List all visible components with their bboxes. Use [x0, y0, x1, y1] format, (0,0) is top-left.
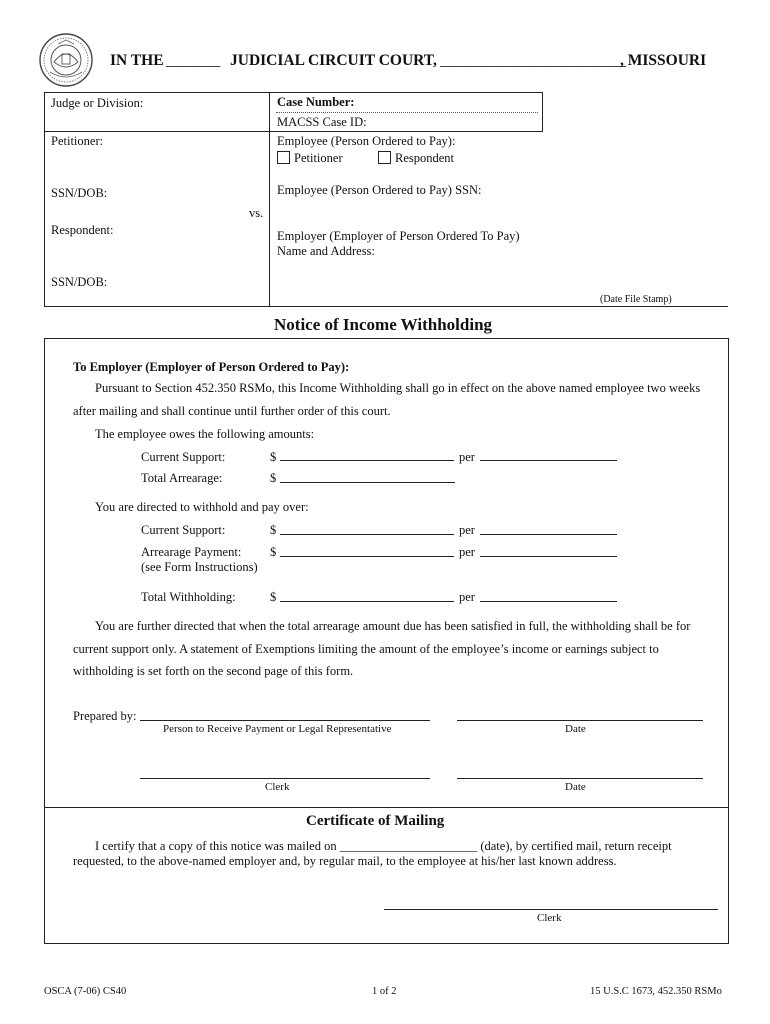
versus-label: vs.: [249, 206, 264, 220]
prepared-by-date-field[interactable]: [457, 720, 703, 721]
withholding-paragraph-line2: after mailing and shall continue until further order of this court.: [73, 404, 391, 418]
owed-total-arrearage-label: Total Arrearage:: [141, 471, 223, 485]
person-to-receive-caption: Person to Receive Payment or Legal Representative: [163, 723, 392, 735]
certificate-clerk-signature-field[interactable]: [384, 909, 718, 910]
statute-citation: 15 U.S.C 1673, 452.350 RSMo: [590, 986, 722, 997]
owed-total-arrearage-amount-field[interactable]: [280, 482, 455, 483]
owed-current-support-label: Current Support:: [141, 450, 226, 464]
total-withholding-dollar: $: [270, 590, 277, 604]
owes-amounts-label: The employee owes the following amounts:: [95, 427, 315, 441]
clerk-date-caption: Date: [565, 781, 586, 793]
employer-label-line1: Employer (Employer of Person Ordered To Pay): [277, 229, 520, 243]
arrearage-payment-per: per: [459, 545, 475, 559]
employer-label-line2: Name and Address:: [277, 244, 375, 258]
clerk-caption: Clerk: [265, 781, 290, 793]
owed-current-support-dollar: $: [270, 450, 277, 464]
total-withholding-label: Total Withholding:: [141, 590, 236, 604]
header-court: JUDICIAL CIRCUIT COURT,: [230, 52, 437, 69]
employee-ssn-label: Employee (Person Ordered to Pay) SSN:: [277, 183, 482, 197]
caption-divider: [269, 92, 270, 306]
owed-current-support-per: per: [459, 450, 475, 464]
main-box-top-border: [44, 338, 728, 339]
main-box-left-border: [44, 338, 45, 943]
see-form-instructions-label: (see Form Instructions): [141, 560, 258, 574]
arrearage-payment-label: Arrearage Payment:: [141, 545, 242, 559]
respondent-checkbox-label: Respondent: [395, 151, 455, 165]
withhold-current-support-amount-field[interactable]: [280, 534, 454, 535]
caption-bottom-border: [44, 306, 728, 307]
header-state: , MISSOURI: [620, 52, 707, 69]
respondent-ssn-dob-label: SSN/DOB:: [51, 275, 108, 289]
withhold-current-support-per: per: [459, 523, 475, 537]
respondent-checkbox-option[interactable]: [378, 151, 454, 166]
withhold-current-support-period-field[interactable]: [480, 534, 617, 535]
withholding-paragraph-line1: Pursuant to Section 452.350 RSMo, this Income Withholding shall go in effect on the above named employee two weeks: [95, 381, 701, 395]
owed-current-support-amount-field[interactable]: [280, 460, 454, 461]
clerk-signature-field[interactable]: [140, 778, 430, 779]
certificate-line2: requested, to the above-named employer and, by regular mail, to the employee at his/her last known address.: [73, 854, 617, 868]
caption-row-border: [44, 131, 542, 132]
arrearage-payment-period-field[interactable]: [480, 556, 617, 557]
petitioner-label: Petitioner:: [51, 134, 104, 148]
total-withholding-period-field[interactable]: [480, 601, 617, 602]
clerk-date-field[interactable]: [457, 778, 703, 779]
page-number: 1 of 2: [372, 986, 397, 997]
certificate-line1: I certify that a copy of this notice was mailed on ______________________ (date), by certified mail, return receipt: [95, 839, 672, 853]
withhold-current-support-label: Current Support:: [141, 523, 226, 537]
caption-right-border: [542, 92, 543, 132]
withhold-current-support-dollar: $: [270, 523, 277, 537]
date-file-stamp-label: (Date File Stamp): [600, 294, 672, 305]
prepared-by-label: Prepared by:: [73, 709, 137, 723]
withhold-directive-label: You are directed to withhold and pay over:: [95, 500, 309, 514]
main-box-bottom-border: [44, 943, 729, 944]
owed-total-arrearage-dollar: $: [270, 471, 277, 485]
macss-case-id-label: MACSS Case ID:: [277, 115, 367, 129]
total-withholding-amount-field[interactable]: [280, 601, 454, 602]
petitioner-checkbox-option[interactable]: [277, 151, 343, 166]
satisfaction-paragraph-line1: You are further directed that when the total arrearage amount due has been satisfied in full, the withholding shall be for: [95, 619, 691, 633]
respondent-label: Respondent:: [51, 223, 114, 237]
judge-division-label: Judge or Division:: [51, 96, 144, 110]
owed-current-support-period-field[interactable]: [480, 460, 617, 461]
form-id: OSCA (7-06) CS40: [44, 986, 127, 997]
certificate-title: Certificate of Mailing: [306, 813, 445, 829]
total-withholding-per: per: [459, 590, 475, 604]
employee-label: Employee (Person Ordered to Pay):: [277, 134, 456, 148]
certificate-clerk-caption: Clerk: [537, 912, 562, 924]
header-circuit-blank[interactable]: _______: [166, 52, 221, 69]
petitioner-ssn-dob-label: SSN/DOB:: [51, 186, 108, 200]
main-box-right-border: [728, 338, 729, 943]
caption-top-border: [44, 92, 542, 93]
respondent-checkbox[interactable]: [378, 151, 391, 164]
certificate-divider: [44, 807, 728, 808]
case-number-label: Case Number:: [277, 95, 355, 109]
prepared-by-signature-field[interactable]: [140, 720, 430, 721]
header-county-blank[interactable]: ________________________: [440, 52, 626, 69]
petitioner-checkbox[interactable]: [277, 151, 290, 164]
header-in-the: IN THE: [110, 52, 164, 69]
arrearage-payment-amount-field[interactable]: [280, 556, 454, 557]
missouri-seal-icon: [38, 32, 94, 88]
to-employer-heading: To Employer (Employer of Person Ordered to Pay):: [73, 360, 350, 374]
arrearage-payment-dollar: $: [270, 545, 277, 559]
satisfaction-paragraph-line3: withholding is set forth on the second page of this form.: [73, 664, 354, 678]
petitioner-checkbox-label: Petitioner: [294, 151, 343, 165]
prepared-by-date-caption: Date: [565, 723, 586, 735]
case-number-rule: [276, 112, 538, 113]
caption-left-border: [44, 92, 45, 306]
page-title: Notice of Income Withholding: [274, 315, 493, 334]
satisfaction-paragraph-line2: current support only. A statement of Exemptions limiting the amount of the employee’s income or earnings subject to: [73, 642, 659, 656]
